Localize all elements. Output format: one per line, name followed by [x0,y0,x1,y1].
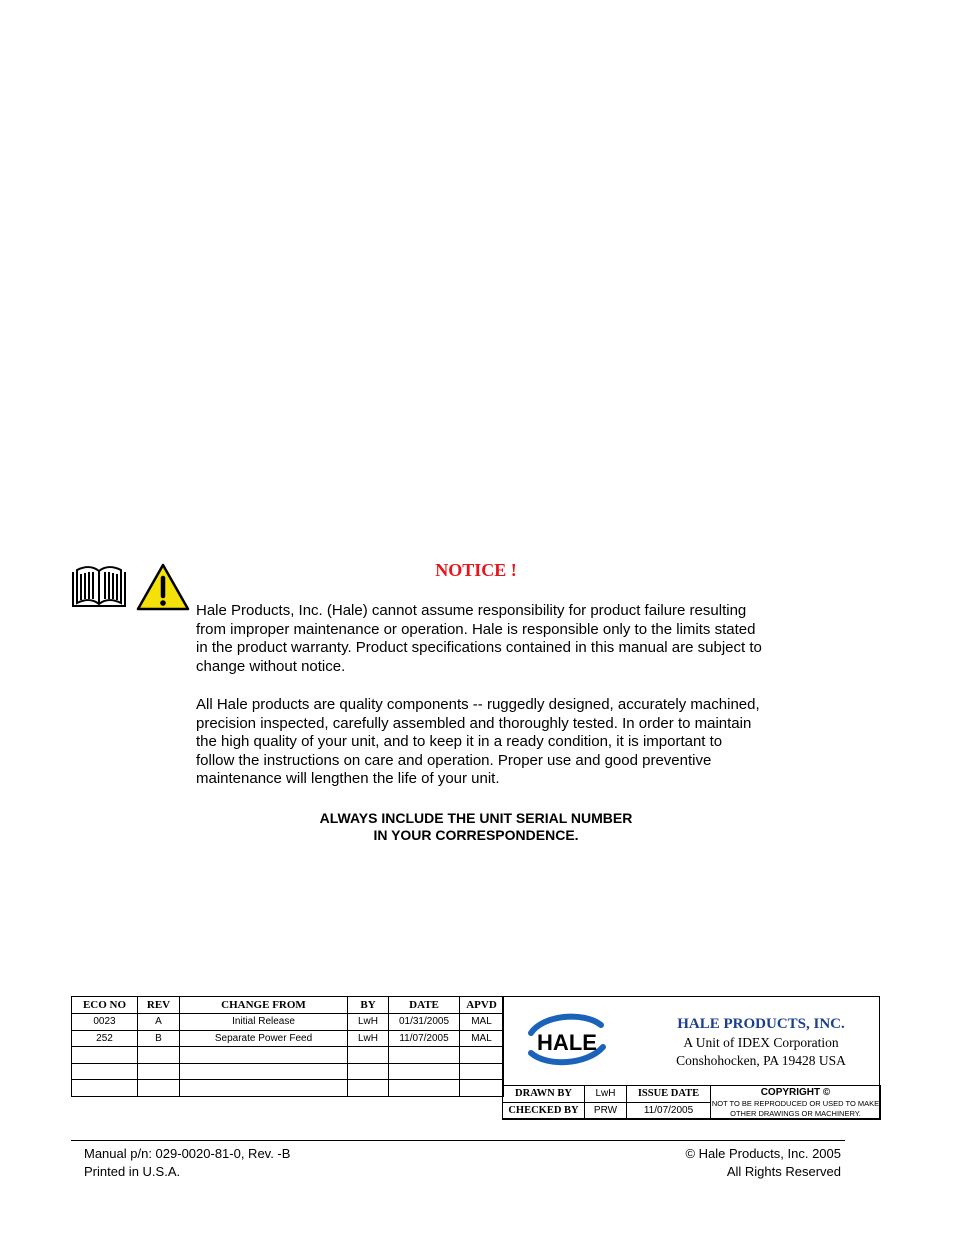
notice-paragraph-responsibility: Hale Products, Inc. (Hale) cannot assume responsibility for product failure resulting from improper maintenance or operation. Hale is responsible only to the limits stated in the product warranty. Product specifications contained in this manual are subject to change without notice. [196,602,762,675]
logo-wordmark: HALE [537,1030,597,1055]
header-eco-no: ECO NO [72,997,138,1014]
cell-apvd: MAL [460,1030,504,1047]
printed-in: Printed in U.S.A. [84,1164,181,1179]
header-date: DATE [389,997,460,1014]
serial-number-reminder [196,810,756,844]
cell-change-from: Separate Power Feed [180,1030,348,1047]
table-row [72,1047,504,1064]
hale-logo [521,1009,613,1069]
table-row [503,1086,881,1103]
cell-date [389,1080,460,1097]
header-rev: REV [138,997,180,1014]
table-row [72,1030,504,1047]
table-row [72,1063,504,1080]
cell-rev [138,1080,180,1097]
cell-change-from [180,1063,348,1080]
drawn-by-label: DRAWN BY [503,1086,585,1103]
manual-part-number: Manual p/n: 029-0020-81-0, Rev. -B [84,1146,291,1161]
reminder-line-1: ALWAYS INCLUDE THE UNIT SERIAL NUMBER [319,810,633,826]
cell-change-from [180,1047,348,1064]
cell-date [389,1063,460,1080]
cell-date: 01/31/2005 [389,1014,460,1031]
cell-eco-no: 0023 [72,1014,138,1031]
cell-apvd [460,1080,504,1097]
notice-paragraph-quality: All Hale products are quality components -- ruggedly designed, accurately machined, precision inspected, carefully assembled and thoroughly tested. In order to maintain the high quality of your unit, and to keep it in a ready condition, it is important to follow the instructions on care and operation. Proper use and good preventive maintenance will lengthen the life of your unit. [196,696,760,788]
cell-rev: B [138,1030,180,1047]
reminder-line-2: IN YOUR CORRESPONDENCE. [373,827,579,843]
copyright-note: NOT TO BE REPRODUCED OR USED TO MAKE OTHER DRAWINGS OR MACHINERY. [711,1099,880,1118]
revision-header-row [72,997,504,1014]
drawn-by-value: LwH [585,1086,627,1103]
cell-apvd [460,1047,504,1064]
checked-by-label: CHECKED BY [503,1103,585,1120]
copyright-cell [711,1086,881,1120]
cell-apvd: MAL [460,1014,504,1031]
cell-by: LwH [348,1014,389,1031]
cell-by [348,1047,389,1064]
footer-divider [71,1140,845,1141]
cell-eco-no [72,1047,138,1064]
footer-rights: All Rights Reserved [726,1164,841,1179]
copyright-label: COPYRIGHT © [760,1087,831,1098]
cell-date: 11/07/2005 [389,1030,460,1047]
cell-change-from [180,1080,348,1097]
table-row [72,1080,504,1097]
issue-date-value: 11/07/2005 [627,1103,711,1120]
company-name: HALE PRODUCTS, INC. [677,1016,845,1032]
footer-left [84,1145,290,1181]
cell-change-from: Initial Release [180,1014,348,1031]
cell-eco-no: 252 [72,1030,138,1047]
footer-right [685,1145,841,1181]
cell-eco-no [72,1063,138,1080]
cell-by [348,1063,389,1080]
company-unit: A Unit of IDEX Corporation [683,1035,839,1050]
warning-triangle-icon [135,562,191,612]
revision-table [71,996,504,1097]
cell-date [389,1047,460,1064]
cell-apvd [460,1063,504,1080]
table-row [72,1014,504,1031]
cell-rev [138,1063,180,1080]
company-address: Conshohocken, PA 19428 USA [676,1053,846,1068]
issue-date-label: ISSUE DATE [627,1086,711,1103]
cell-rev [138,1047,180,1064]
header-apvd: APVD [460,997,504,1014]
checked-by-value: PRW [585,1103,627,1120]
title-block [502,996,880,1119]
cell-by: LwH [348,1030,389,1047]
footer-copyright: © Hale Products, Inc. 2005 [685,1146,841,1161]
cell-eco-no [72,1080,138,1097]
header-by: BY [348,997,389,1014]
cell-by [348,1080,389,1097]
signature-table [502,1085,881,1120]
company-info [653,1014,869,1070]
cell-rev: A [138,1014,180,1031]
header-change-from: CHANGE FROM [180,997,348,1014]
notice-title: NOTICE ! [435,560,517,580]
